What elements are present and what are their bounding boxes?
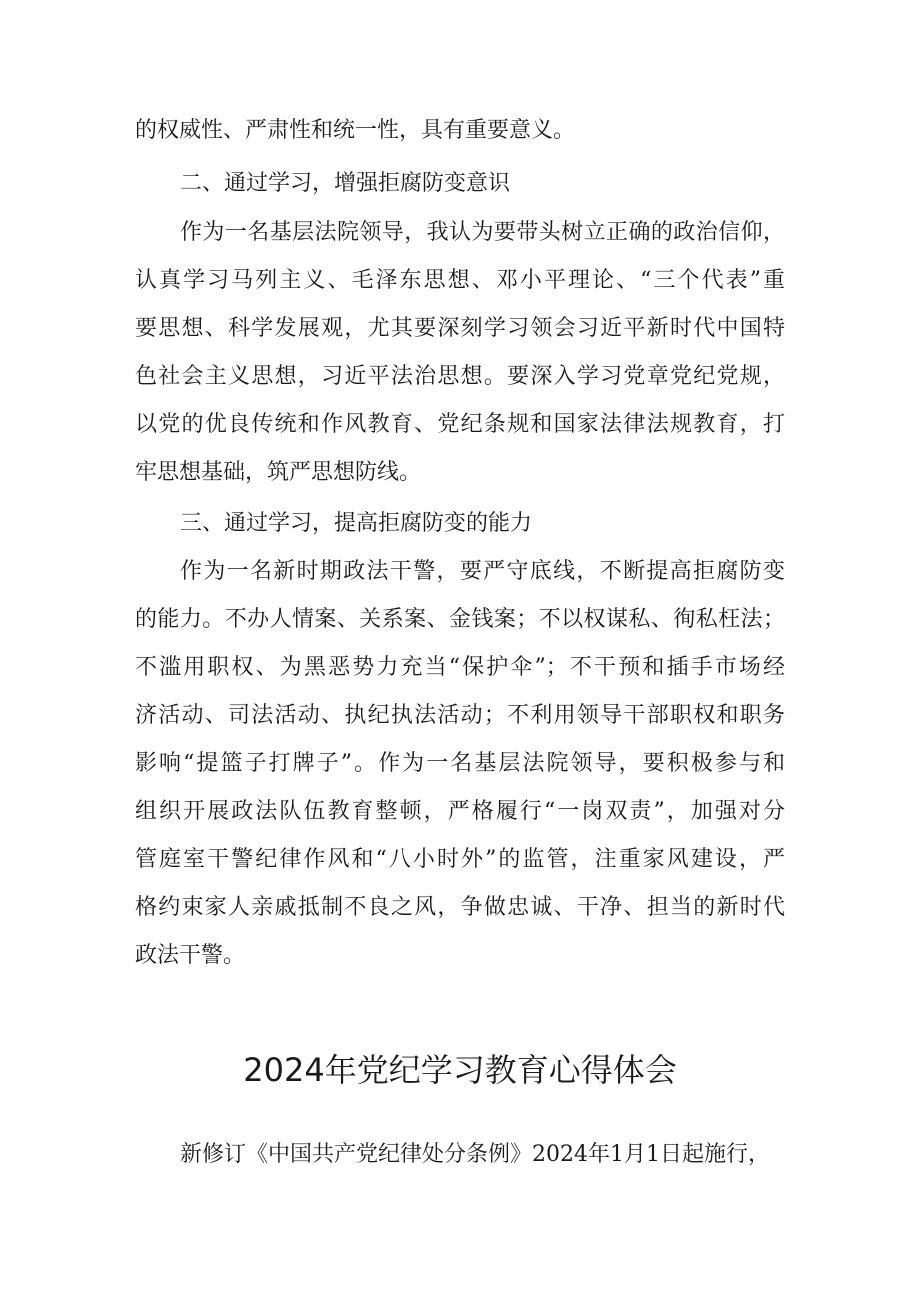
section2-line-3: 要思想、科学发展观，尤其要深刻学习领会习近平新时代中国特 <box>135 316 785 341</box>
section3-line-2: 的能力。不办人情案、关系案、金钱案；不以权谋私、徇私枉法； <box>135 607 785 632</box>
second-article-intro: 新修订《中国共产党纪律处分条例》2024年1月1日起施行， <box>180 1142 770 1167</box>
section2-line-4: 色社会主义思想，习近平法治思想。要深入学习党章党纪党规， <box>135 364 785 389</box>
section3-line-1: 作为一名新时期政法干警，要严守底线，不断提高拒腐防变 <box>180 559 785 584</box>
section3-line-7: 管庭室干警纪律作风和“八小时外”的监管，注重家风建设，严 <box>135 847 785 872</box>
section2-line-2: 认真学习马列主义、毛泽东思想、邓小平理论、“三个代表”重 <box>135 268 785 293</box>
section3-heading: 三、通过学习，提高拒腐防变的能力 <box>180 511 533 536</box>
section3-line-5: 影响“提篮子打牌子”。作为一名基层法院领导，要积极参与和 <box>135 751 785 776</box>
section2-line-5: 以党的优良传统和作风教育、党纪条规和国家法律法规教育，打 <box>135 412 785 437</box>
section3-line-6: 组织开展政法队伍教育整顿，严格履行“一岗双责”，加强对分 <box>135 799 785 824</box>
section3-line-9: 政法干警。 <box>135 943 246 968</box>
second-article-title: 2024年党纪学习教育心得体会 <box>243 1051 677 1089</box>
section3-line-4: 济活动、司法活动、执纪执法活动；不利用领导干部职权和职务 <box>135 703 785 728</box>
section2-line-1: 作为一名基层法院领导，我认为要带头树立正确的政治信仰， <box>180 220 785 245</box>
section2-line-6: 牢思想基础，筑严思想防线。 <box>135 460 422 485</box>
section3-line-3: 不滥用职权、为黑恶势力充当“保护伞”；不干预和插手市场经 <box>135 655 785 680</box>
section2-heading: 二、通过学习，增强拒腐防变意识 <box>180 171 511 196</box>
intro-tail-text: 的权威性、严肃性和统一性，具有重要意义。 <box>135 118 576 143</box>
section3-line-8: 格约束家人亲戚抵制不良之风，争做忠诚、干净、担当的新时代 <box>135 895 785 920</box>
